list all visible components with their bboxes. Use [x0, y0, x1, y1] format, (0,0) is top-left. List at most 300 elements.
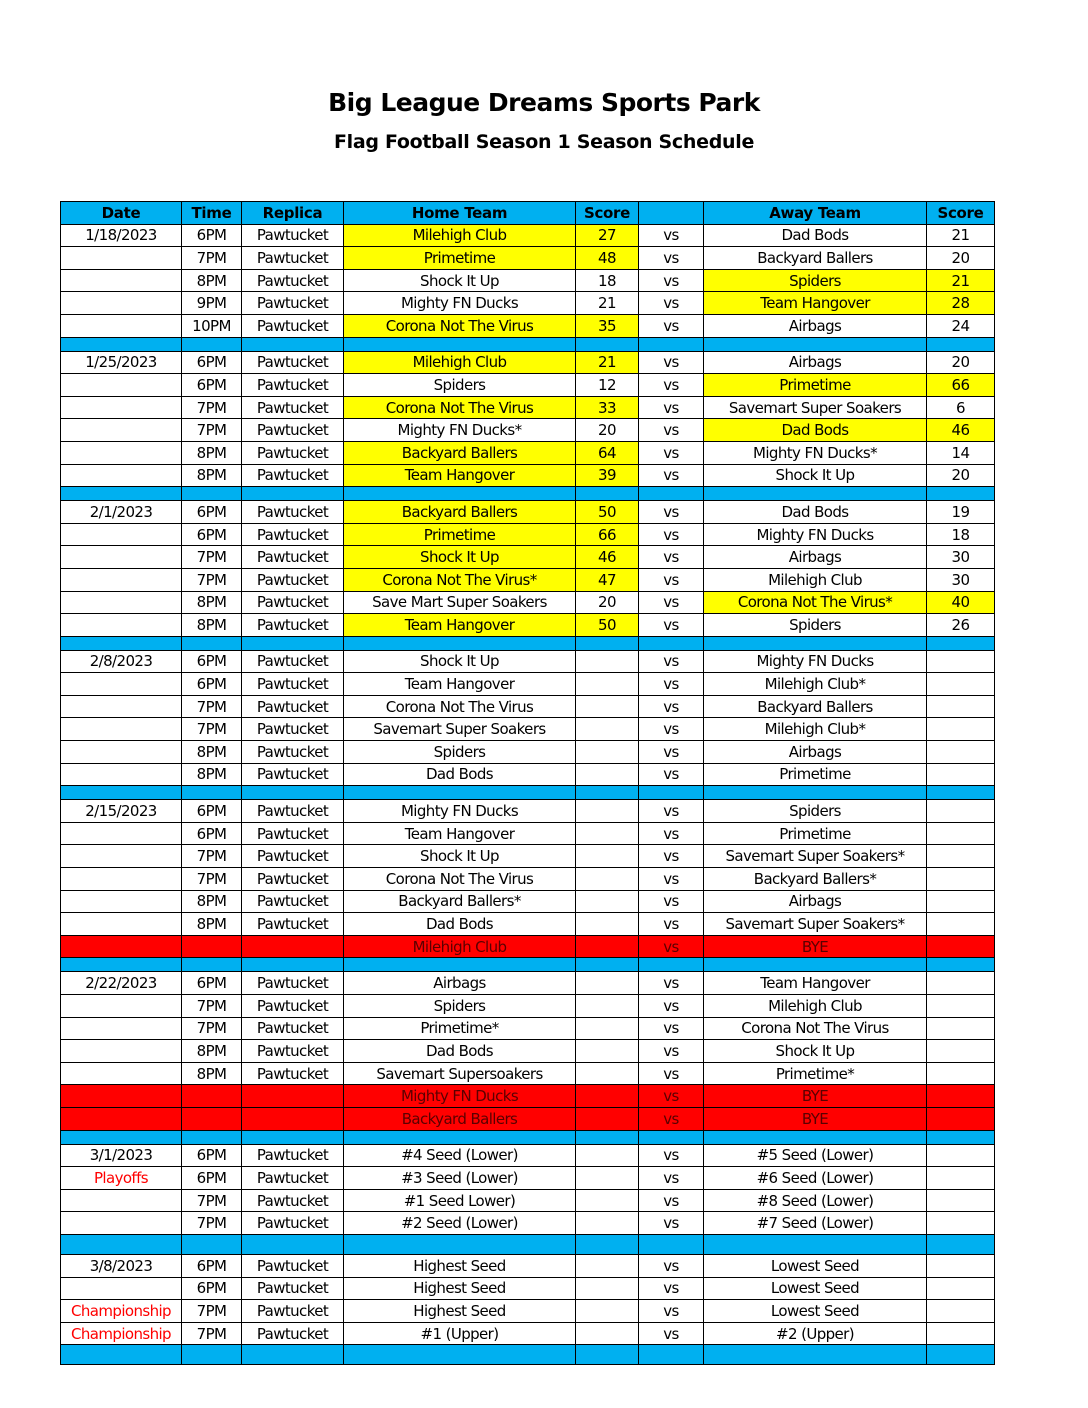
game-row: [61, 673, 995, 696]
separator-cell: [927, 337, 995, 351]
vs-cell: vs: [639, 591, 704, 614]
separator-cell: [242, 1130, 344, 1144]
home-score-cell: [576, 1212, 639, 1235]
separator-cell: [182, 487, 242, 501]
vs-cell: vs: [639, 650, 704, 673]
field-cell: Pawtucket: [242, 546, 344, 569]
date-cell: 1/18/2023: [61, 224, 182, 247]
away-team-cell: Airbags: [704, 314, 927, 337]
time-cell: 7PM: [182, 1322, 242, 1345]
home-team-cell: Primetime: [344, 247, 576, 270]
away-team-cell: Airbags: [704, 351, 927, 374]
away-score-cell: [927, 695, 995, 718]
away-score-cell: [927, 1144, 995, 1167]
away-team-cell: Mighty FN Ducks: [704, 523, 927, 546]
home-team-cell: Savemart Super Soakers: [344, 718, 576, 741]
home-team-cell: Mighty FN Ducks: [344, 800, 576, 823]
date-cell: Championship: [61, 1322, 182, 1345]
game-row: [61, 292, 995, 315]
vs-cell: vs: [639, 224, 704, 247]
home-score-cell: 27: [576, 224, 639, 247]
date-cell: [61, 314, 182, 337]
separator-cell: [639, 958, 704, 972]
home-team-cell: Dad Bods: [344, 1040, 576, 1063]
home-score-cell: [576, 1189, 639, 1212]
game-row: [61, 1167, 995, 1190]
time-cell: 7PM: [182, 1017, 242, 1040]
home-team-cell: #1 (Upper): [344, 1322, 576, 1345]
separator-cell: [704, 337, 927, 351]
home-score-cell: [576, 1107, 639, 1130]
away-score-cell: [927, 1085, 995, 1108]
date-cell: [61, 1107, 182, 1130]
vs-cell: vs: [639, 1167, 704, 1190]
game-row: [61, 718, 995, 741]
home-team-cell: Milehigh Club: [344, 224, 576, 247]
separator-cell: [576, 1345, 639, 1365]
vs-cell: vs: [639, 1300, 704, 1323]
field-cell: Pawtucket: [242, 1017, 344, 1040]
field-cell: Pawtucket: [242, 419, 344, 442]
away-team-cell: Lowest Seed: [704, 1277, 927, 1300]
separator-cell: [704, 636, 927, 650]
separator-cell: [344, 337, 576, 351]
time-cell: 8PM: [182, 464, 242, 487]
time-cell: 7PM: [182, 1189, 242, 1212]
date-cell: [61, 868, 182, 891]
date-cell: [61, 591, 182, 614]
home-score-cell: [576, 913, 639, 936]
home-score-cell: [576, 822, 639, 845]
away-team-cell: Shock It Up: [704, 464, 927, 487]
away-score-cell: [927, 673, 995, 696]
game-row: [61, 800, 995, 823]
separator-cell: [61, 636, 182, 650]
date-cell: 1/25/2023: [61, 351, 182, 374]
game-row: [61, 224, 995, 247]
separator-cell: [927, 636, 995, 650]
field-cell: Pawtucket: [242, 845, 344, 868]
field-cell: Pawtucket: [242, 1300, 344, 1323]
home-team-cell: #2 Seed (Lower): [344, 1212, 576, 1235]
date-cell: [61, 822, 182, 845]
time-cell: 6PM: [182, 650, 242, 673]
away-team-cell: Airbags: [704, 741, 927, 764]
game-row: [61, 1322, 995, 1345]
header-home-score: Score: [576, 202, 639, 225]
vs-cell: vs: [639, 890, 704, 913]
game-row: [61, 396, 995, 419]
field-cell: Pawtucket: [242, 695, 344, 718]
home-team-cell: Corona Not The Virus: [344, 314, 576, 337]
away-team-cell: #8 Seed (Lower): [704, 1189, 927, 1212]
game-row: [61, 351, 995, 374]
away-score-cell: 20: [927, 351, 995, 374]
away-score-cell: [927, 1040, 995, 1063]
field-cell: Pawtucket: [242, 718, 344, 741]
time-cell: 8PM: [182, 1062, 242, 1085]
home-team-cell: Backyard Ballers: [344, 501, 576, 524]
away-score-cell: 30: [927, 568, 995, 591]
separator-cell: [242, 958, 344, 972]
away-score-cell: [927, 1107, 995, 1130]
time-cell: 6PM: [182, 1144, 242, 1167]
home-team-cell: #3 Seed (Lower): [344, 1167, 576, 1190]
field-cell: Pawtucket: [242, 1062, 344, 1085]
vs-cell: vs: [639, 292, 704, 315]
away-team-cell: BYE: [704, 935, 927, 958]
date-cell: [61, 614, 182, 637]
away-team-cell: #2 (Upper): [704, 1322, 927, 1345]
date-cell: [61, 269, 182, 292]
away-team-cell: #6 Seed (Lower): [704, 1167, 927, 1190]
away-team-cell: Backyard Ballers*: [704, 868, 927, 891]
home-team-cell: Milehigh Club: [344, 935, 576, 958]
away-score-cell: [927, 890, 995, 913]
field-cell: Pawtucket: [242, 224, 344, 247]
time-cell: 8PM: [182, 741, 242, 764]
home-score-cell: [576, 845, 639, 868]
date-cell: [61, 546, 182, 569]
date-cell: [61, 464, 182, 487]
away-team-cell: Savemart Super Soakers: [704, 396, 927, 419]
game-row: [61, 890, 995, 913]
away-score-cell: 18: [927, 523, 995, 546]
vs-cell: vs: [639, 935, 704, 958]
home-score-cell: 20: [576, 591, 639, 614]
field-cell: Pawtucket: [242, 314, 344, 337]
home-team-cell: Milehigh Club: [344, 351, 576, 374]
away-team-cell: Milehigh Club: [704, 568, 927, 591]
separator-cell: [927, 487, 995, 501]
away-team-cell: Corona Not The Virus*: [704, 591, 927, 614]
game-row: [61, 741, 995, 764]
away-score-cell: 6: [927, 396, 995, 419]
game-row: [61, 314, 995, 337]
home-team-cell: Corona Not The Virus: [344, 868, 576, 891]
game-row: [61, 1189, 995, 1212]
home-team-cell: Mighty FN Ducks: [344, 1085, 576, 1108]
home-team-cell: Team Hangover: [344, 673, 576, 696]
vs-cell: vs: [639, 464, 704, 487]
home-score-cell: [576, 890, 639, 913]
date-cell: [61, 695, 182, 718]
away-team-cell: Shock It Up: [704, 1040, 927, 1063]
away-score-cell: 19: [927, 501, 995, 524]
away-score-cell: 66: [927, 374, 995, 397]
time-cell: 7PM: [182, 718, 242, 741]
vs-cell: vs: [639, 1062, 704, 1085]
away-team-cell: Primetime: [704, 822, 927, 845]
separator-cell: [639, 1130, 704, 1144]
field-cell: Pawtucket: [242, 292, 344, 315]
away-team-cell: Corona Not The Virus: [704, 1017, 927, 1040]
home-team-cell: Dad Bods: [344, 913, 576, 936]
separator-cell: [576, 337, 639, 351]
away-score-cell: 30: [927, 546, 995, 569]
separator-cell: [639, 1345, 704, 1365]
home-score-cell: 21: [576, 292, 639, 315]
vs-cell: vs: [639, 1254, 704, 1277]
separator-cell: [182, 1130, 242, 1144]
week-separator: [61, 958, 995, 972]
away-team-cell: Airbags: [704, 890, 927, 913]
separator-cell: [704, 487, 927, 501]
date-cell: Championship: [61, 1300, 182, 1323]
field-cell: Pawtucket: [242, 800, 344, 823]
separator-cell: [182, 786, 242, 800]
home-score-cell: [576, 1144, 639, 1167]
vs-cell: vs: [639, 1144, 704, 1167]
time-cell: 7PM: [182, 247, 242, 270]
away-team-cell: Spiders: [704, 800, 927, 823]
field-cell: Pawtucket: [242, 396, 344, 419]
away-score-cell: [927, 822, 995, 845]
away-team-cell: Milehigh Club*: [704, 718, 927, 741]
field-cell: Pawtucket: [242, 1212, 344, 1235]
separator-cell: [576, 1130, 639, 1144]
time-cell: 8PM: [182, 269, 242, 292]
date-cell: [61, 1212, 182, 1235]
vs-cell: vs: [639, 1017, 704, 1040]
vs-cell: vs: [639, 1107, 704, 1130]
home-team-cell: Spiders: [344, 741, 576, 764]
date-cell: [61, 419, 182, 442]
home-team-cell: Shock It Up: [344, 546, 576, 569]
home-score-cell: 46: [576, 546, 639, 569]
game-row: [61, 1017, 995, 1040]
away-team-cell: Lowest Seed: [704, 1254, 927, 1277]
vs-cell: vs: [639, 845, 704, 868]
away-team-cell: Dad Bods: [704, 501, 927, 524]
separator-cell: [704, 1130, 927, 1144]
away-team-cell: BYE: [704, 1085, 927, 1108]
date-cell: [61, 1277, 182, 1300]
home-team-cell: #1 Seed Lower): [344, 1189, 576, 1212]
game-row: [61, 868, 995, 891]
separator-cell: [242, 636, 344, 650]
home-team-cell: Primetime*: [344, 1017, 576, 1040]
page-title: Big League Dreams Sports Park: [328, 88, 760, 117]
home-team-cell: Spiders: [344, 995, 576, 1018]
away-team-cell: Airbags: [704, 546, 927, 569]
field-cell: Pawtucket: [242, 1040, 344, 1063]
home-score-cell: [576, 1017, 639, 1040]
week-separator: [61, 337, 995, 351]
vs-cell: vs: [639, 546, 704, 569]
schedule-table: [60, 201, 995, 1365]
home-team-cell: Team Hangover: [344, 614, 576, 637]
game-row: [61, 1212, 995, 1235]
time-cell: 7PM: [182, 419, 242, 442]
away-team-cell: Savemart Super Soakers*: [704, 845, 927, 868]
game-row: [61, 1300, 995, 1323]
date-cell: [61, 718, 182, 741]
home-team-cell: Backyard Ballers: [344, 1107, 576, 1130]
bye-row: [61, 935, 995, 958]
separator-cell: [344, 1130, 576, 1144]
home-team-cell: Corona Not The Virus*: [344, 568, 576, 591]
time-cell: 6PM: [182, 501, 242, 524]
field-cell: Pawtucket: [242, 614, 344, 637]
game-row: [61, 1144, 995, 1167]
field-cell: Pawtucket: [242, 247, 344, 270]
away-team-cell: Dad Bods: [704, 224, 927, 247]
date-cell: [61, 1085, 182, 1108]
time-cell: 8PM: [182, 1040, 242, 1063]
away-team-cell: Team Hangover: [704, 292, 927, 315]
away-score-cell: 21: [927, 224, 995, 247]
away-score-cell: [927, 763, 995, 786]
home-team-cell: Primetime: [344, 523, 576, 546]
away-team-cell: Mighty FN Ducks: [704, 650, 927, 673]
separator-cell: [927, 958, 995, 972]
home-score-cell: [576, 868, 639, 891]
date-cell: [61, 523, 182, 546]
home-score-cell: [576, 995, 639, 1018]
away-score-cell: [927, 913, 995, 936]
home-score-cell: [576, 972, 639, 995]
field-cell: Pawtucket: [242, 464, 344, 487]
home-team-cell: Shock It Up: [344, 650, 576, 673]
field-cell: Pawtucket: [242, 441, 344, 464]
away-score-cell: [927, 1322, 995, 1345]
vs-cell: vs: [639, 913, 704, 936]
away-score-cell: [927, 741, 995, 764]
separator-cell: [576, 487, 639, 501]
home-score-cell: 33: [576, 396, 639, 419]
away-score-cell: 20: [927, 464, 995, 487]
time-cell: 6PM: [182, 523, 242, 546]
time-cell: 7PM: [182, 1212, 242, 1235]
away-team-cell: Mighty FN Ducks*: [704, 441, 927, 464]
week-separator: [61, 1345, 995, 1365]
away-team-cell: Spiders: [704, 269, 927, 292]
separator-cell: [576, 1234, 639, 1254]
time-cell: 6PM: [182, 1254, 242, 1277]
away-score-cell: [927, 650, 995, 673]
away-score-cell: 28: [927, 292, 995, 315]
field-cell: [242, 935, 344, 958]
field-cell: Pawtucket: [242, 890, 344, 913]
time-cell: 8PM: [182, 913, 242, 936]
date-cell: [61, 441, 182, 464]
home-score-cell: 66: [576, 523, 639, 546]
time-cell: [182, 1085, 242, 1108]
time-cell: 6PM: [182, 972, 242, 995]
vs-cell: vs: [639, 269, 704, 292]
game-row: [61, 614, 995, 637]
bye-row: [61, 1107, 995, 1130]
vs-cell: vs: [639, 868, 704, 891]
field-cell: Pawtucket: [242, 650, 344, 673]
separator-cell: [639, 487, 704, 501]
page-subtitle: Flag Football Season 1 Season Schedule: [333, 131, 755, 153]
separator-cell: [182, 958, 242, 972]
separator-cell: [242, 1234, 344, 1254]
week-separator: [61, 487, 995, 501]
vs-cell: vs: [639, 1085, 704, 1108]
vs-cell: vs: [639, 1212, 704, 1235]
away-score-cell: 40: [927, 591, 995, 614]
date-cell: [61, 1017, 182, 1040]
home-score-cell: [576, 763, 639, 786]
home-score-cell: [576, 1062, 639, 1085]
time-cell: 10PM: [182, 314, 242, 337]
away-team-cell: Backyard Ballers: [704, 247, 927, 270]
game-row: [61, 763, 995, 786]
date-cell: [61, 396, 182, 419]
field-cell: Pawtucket: [242, 673, 344, 696]
away-team-cell: Milehigh Club*: [704, 673, 927, 696]
game-row: [61, 913, 995, 936]
date-cell: 2/22/2023: [61, 972, 182, 995]
header-away-score: Score: [927, 202, 995, 225]
vs-cell: vs: [639, 673, 704, 696]
home-score-cell: 50: [576, 501, 639, 524]
vs-cell: vs: [639, 1040, 704, 1063]
game-row: [61, 650, 995, 673]
time-cell: 6PM: [182, 1167, 242, 1190]
time-cell: 6PM: [182, 374, 242, 397]
home-score-cell: [576, 718, 639, 741]
home-team-cell: Corona Not The Virus: [344, 695, 576, 718]
date-cell: [61, 845, 182, 868]
time-cell: 8PM: [182, 614, 242, 637]
date-cell: 3/8/2023: [61, 1254, 182, 1277]
separator-cell: [639, 337, 704, 351]
separator-cell: [344, 958, 576, 972]
away-score-cell: [927, 1062, 995, 1085]
home-score-cell: 20: [576, 419, 639, 442]
separator-cell: [61, 487, 182, 501]
week-separator: [61, 1234, 995, 1254]
field-cell: Pawtucket: [242, 913, 344, 936]
away-team-cell: Milehigh Club: [704, 995, 927, 1018]
vs-cell: vs: [639, 396, 704, 419]
home-score-cell: 35: [576, 314, 639, 337]
separator-cell: [927, 1234, 995, 1254]
separator-cell: [344, 786, 576, 800]
date-cell: [61, 1040, 182, 1063]
home-team-cell: Save Mart Super Soakers: [344, 591, 576, 614]
week-separator: [61, 636, 995, 650]
home-team-cell: Backyard Ballers: [344, 441, 576, 464]
away-team-cell: Primetime: [704, 374, 927, 397]
home-score-cell: [576, 650, 639, 673]
date-cell: [61, 995, 182, 1018]
game-row: [61, 845, 995, 868]
header-home-team: Home Team: [344, 202, 576, 225]
game-row: [61, 1277, 995, 1300]
game-row: [61, 546, 995, 569]
game-row: [61, 523, 995, 546]
game-row: [61, 1254, 995, 1277]
date-cell: [61, 247, 182, 270]
home-score-cell: [576, 695, 639, 718]
away-team-cell: Team Hangover: [704, 972, 927, 995]
away-score-cell: [927, 1300, 995, 1323]
field-cell: Pawtucket: [242, 995, 344, 1018]
time-cell: 6PM: [182, 351, 242, 374]
vs-cell: vs: [639, 614, 704, 637]
home-score-cell: [576, 673, 639, 696]
separator-cell: [576, 958, 639, 972]
home-score-cell: 18: [576, 269, 639, 292]
time-cell: 6PM: [182, 822, 242, 845]
away-score-cell: 21: [927, 269, 995, 292]
vs-cell: vs: [639, 800, 704, 823]
